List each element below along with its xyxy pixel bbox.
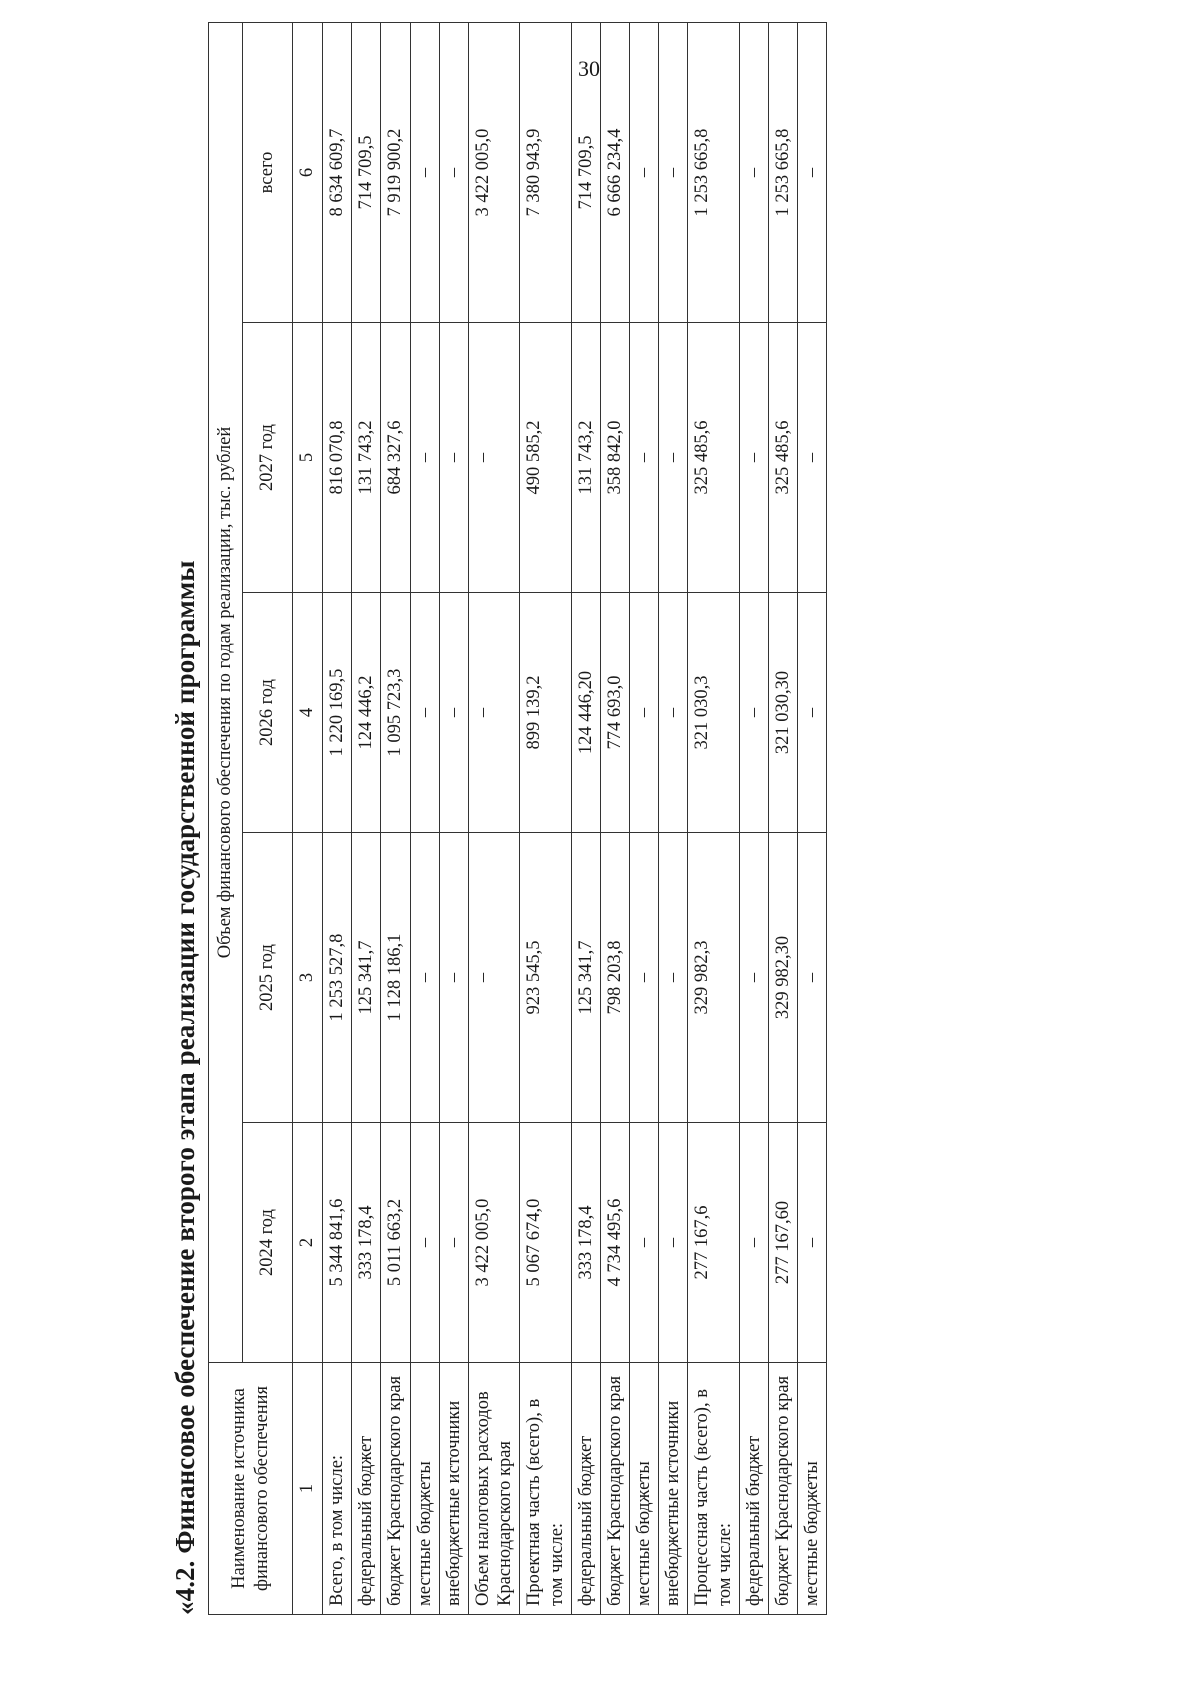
source-label: бюджет Краснодарского края — [381, 1363, 410, 1615]
volume-group-header: Объем финансового обеспечения по годам реализации, тыс. рублей — [209, 23, 243, 1363]
year-header: 2027 год — [243, 323, 293, 593]
financing-table — [208, 22, 827, 1615]
amount-cell: 8 634 609,7 — [323, 23, 352, 323]
amount-cell: 124 446,2 — [352, 593, 381, 833]
table-row — [468, 23, 519, 1615]
source-label: местные бюджеты — [630, 1363, 659, 1615]
amount-cell: 3 422 005,0 — [468, 1123, 519, 1363]
amount-cell: – — [659, 23, 688, 323]
amount-cell: 325 485,6 — [688, 323, 739, 593]
table-row — [739, 23, 768, 1615]
amount-cell: – — [410, 323, 439, 593]
source-label: бюджет Краснодарского края — [600, 1363, 629, 1615]
amount-cell: – — [798, 833, 827, 1123]
table-row — [410, 23, 439, 1615]
amount-cell: 7 380 943,9 — [520, 23, 571, 323]
year-header: 2024 год — [243, 1123, 293, 1363]
source-label: внебюджетные источники — [659, 1363, 688, 1615]
rotated-content — [170, 0, 1180, 1615]
amount-cell: 321 030,3 — [688, 593, 739, 833]
amount-cell: – — [630, 23, 659, 323]
source-label: Объем налоговых расходов Краснодарского края — [468, 1363, 519, 1615]
amount-cell: 899 139,2 — [520, 593, 571, 833]
source-label: федеральный бюджет — [739, 1363, 768, 1615]
amount-cell: – — [630, 1123, 659, 1363]
amount-cell: 124 446,20 — [571, 593, 600, 833]
source-label: Процессная часть (всего), в том числе: — [688, 1363, 739, 1615]
amount-cell: 358 842,0 — [600, 323, 629, 593]
page-number: 30 — [578, 56, 600, 81]
amount-cell: – — [468, 593, 519, 833]
amount-cell: – — [630, 833, 659, 1123]
table-row — [630, 23, 659, 1615]
amount-cell: – — [410, 23, 439, 323]
amount-cell: 125 341,7 — [571, 833, 600, 1123]
amount-cell: 131 743,2 — [571, 323, 600, 593]
column-number: 5 — [293, 323, 323, 593]
amount-cell: 1 253 665,8 — [688, 23, 739, 323]
amount-cell: – — [630, 323, 659, 593]
amount-cell: 1 128 186,1 — [381, 833, 410, 1123]
column-number: 6 — [293, 23, 323, 323]
amount-cell: 5 067 674,0 — [520, 1123, 571, 1363]
amount-cell: – — [439, 1123, 468, 1363]
amount-cell: 277 167,6 — [688, 1123, 739, 1363]
amount-cell: 329 982,3 — [688, 833, 739, 1123]
amount-cell: – — [439, 833, 468, 1123]
amount-cell: 798 203,8 — [600, 833, 629, 1123]
amount-cell: 7 919 900,2 — [381, 23, 410, 323]
amount-cell: – — [439, 23, 468, 323]
amount-cell: 125 341,7 — [352, 833, 381, 1123]
amount-cell: 6 666 234,4 — [600, 23, 629, 323]
table-row — [352, 23, 381, 1615]
amount-cell: – — [659, 1123, 688, 1363]
source-label: местные бюджеты — [410, 1363, 439, 1615]
amount-cell: – — [659, 323, 688, 593]
amount-cell: 321 030,30 — [769, 593, 798, 833]
amount-cell: 1 095 723,3 — [381, 593, 410, 833]
column-number: 1 — [293, 1363, 323, 1615]
table-row — [381, 23, 410, 1615]
amount-cell: 714 709,5 — [352, 23, 381, 323]
amount-cell: 4 734 495,6 — [600, 1123, 629, 1363]
total-header: всего — [243, 23, 293, 323]
amount-cell: – — [410, 1123, 439, 1363]
table-row — [520, 23, 571, 1615]
source-column-header: Наименование источника финансового обеспечения — [209, 1363, 293, 1615]
table-row — [659, 23, 688, 1615]
amount-cell: – — [798, 323, 827, 593]
amount-cell: 3 422 005,0 — [468, 23, 519, 323]
amount-cell: – — [659, 593, 688, 833]
amount-cell: – — [410, 593, 439, 833]
amount-cell: – — [659, 833, 688, 1123]
amount-cell: 1 220 169,5 — [323, 593, 352, 833]
table-row — [798, 23, 827, 1615]
amount-cell: 714 709,5 — [571, 23, 600, 323]
source-label: федеральный бюджет — [352, 1363, 381, 1615]
amount-cell: – — [630, 593, 659, 833]
amount-cell: 490 585,2 — [520, 323, 571, 593]
amount-cell: – — [739, 323, 768, 593]
amount-cell: – — [439, 323, 468, 593]
amount-cell: – — [798, 1123, 827, 1363]
source-label: местные бюджеты — [798, 1363, 827, 1615]
amount-cell: 774 693,0 — [600, 593, 629, 833]
amount-cell: 277 167,60 — [769, 1123, 798, 1363]
column-number: 3 — [293, 833, 323, 1123]
source-label: бюджет Краснодарского края — [769, 1363, 798, 1615]
source-label: Всего, в том числе: — [323, 1363, 352, 1615]
amount-cell: – — [468, 323, 519, 593]
year-header: 2026 год — [243, 593, 293, 833]
amount-cell: 684 327,6 — [381, 323, 410, 593]
column-number: 2 — [293, 1123, 323, 1363]
amount-cell: – — [798, 23, 827, 323]
amount-cell: 5 011 663,2 — [381, 1123, 410, 1363]
amount-cell: 5 344 841,6 — [323, 1123, 352, 1363]
amount-cell: 1 253 665,8 — [769, 23, 798, 323]
amount-cell: – — [739, 1123, 768, 1363]
amount-cell: 329 982,30 — [769, 833, 798, 1123]
amount-cell: – — [468, 833, 519, 1123]
amount-cell: – — [798, 593, 827, 833]
table-row — [571, 23, 600, 1615]
amount-cell: 816 070,8 — [323, 323, 352, 593]
amount-cell: – — [410, 833, 439, 1123]
amount-cell: – — [739, 593, 768, 833]
amount-cell: 325 485,6 — [769, 323, 798, 593]
table-row — [323, 23, 352, 1615]
source-label: Проектная часть (всего), в том числе: — [520, 1363, 571, 1615]
source-label: внебюджетные источники — [439, 1363, 468, 1615]
section-title: «4.2. Финансовое обеспечение второго этапа реализации государственной программы — [170, 560, 200, 1615]
table-row — [600, 23, 629, 1615]
amount-cell: 131 743,2 — [352, 323, 381, 593]
column-number: 4 — [293, 593, 323, 833]
amount-cell: 923 545,5 — [520, 833, 571, 1123]
table-row — [439, 23, 468, 1615]
amount-cell: – — [739, 833, 768, 1123]
amount-cell: 333 178,4 — [352, 1123, 381, 1363]
table-row — [769, 23, 798, 1615]
source-label: федеральный бюджет — [571, 1363, 600, 1615]
amount-cell: – — [439, 593, 468, 833]
year-header: 2025 год — [243, 833, 293, 1123]
amount-cell: 333 178,4 — [571, 1123, 600, 1363]
table-body — [323, 23, 827, 1615]
amount-cell: – — [739, 23, 768, 323]
amount-cell: 1 253 527,8 — [323, 833, 352, 1123]
table-row — [688, 23, 739, 1615]
